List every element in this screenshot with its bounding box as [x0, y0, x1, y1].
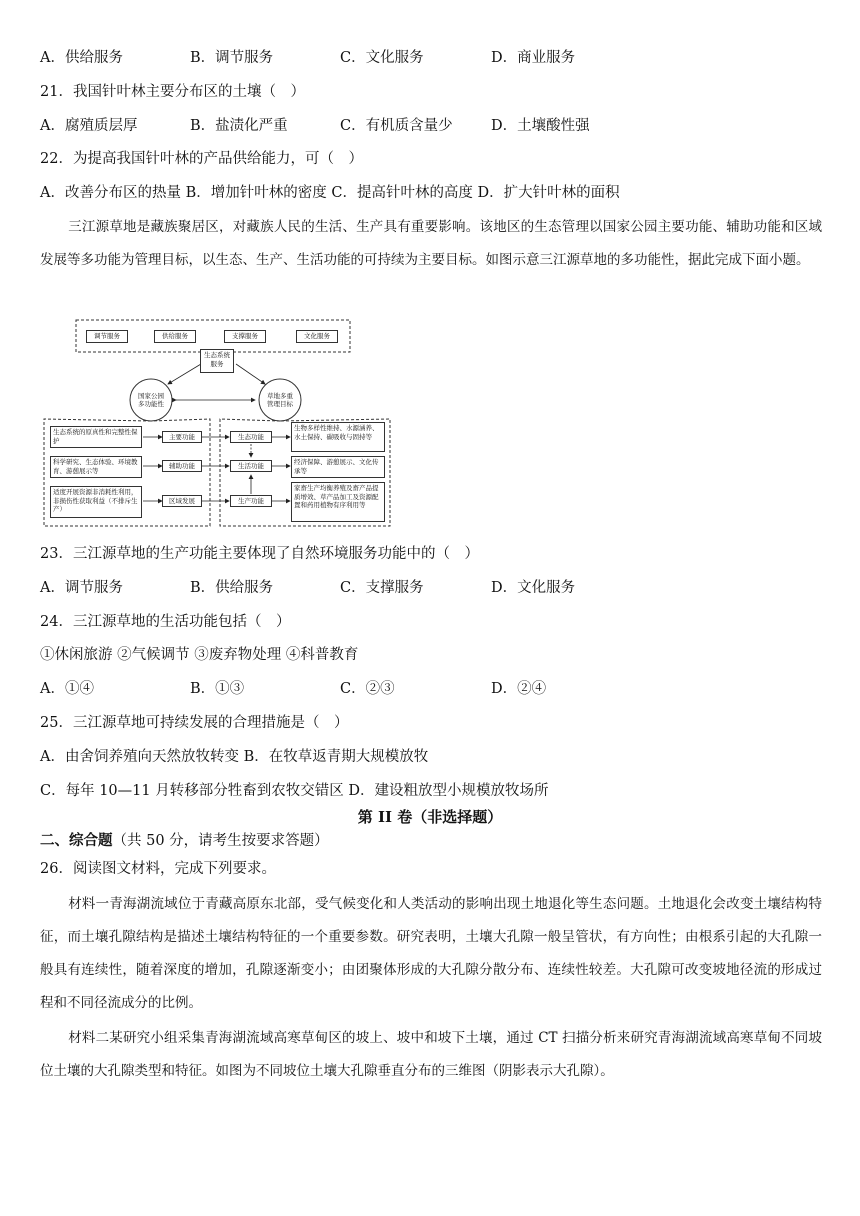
q20-option-d[interactable]: D．商业服务	[491, 50, 576, 66]
diagram-left-box-3: 适度开展资源非消耗性利用，非损伤性获取利益（不排斥生产）	[50, 486, 142, 518]
material-2-text: 材料二某研究小组采集青海湖流域高寒草甸区的坡上、坡中和坡下土壤，通过 CT 扫描分析来研究青海湖流域高寒草甸不同坡位土壤的大孔隙类型和特征。如图为不同坡位土壤大孔隙垂直分布的三维图（阴影表示大孔隙）。	[40, 1030, 822, 1079]
q23-stem: 23．三江源草地的生产功能主要体现了自然环境服务功能中的（ ）	[40, 546, 479, 562]
q21-option-a[interactable]: A．腐殖质层厚	[40, 118, 138, 134]
diagram-aux-function: 辅助功能	[162, 460, 202, 472]
diagram-right-box-2: 经济保障、游憩展示、文化传承等	[291, 456, 385, 478]
diagram-right-box-1: 生物多样性维持、水源涵养、水土保持、碳吸收与固持等	[291, 422, 385, 452]
q21-option-c[interactable]: C．有机质含量少	[340, 118, 453, 134]
section2-heading	[40, 831, 329, 851]
q23-option-b[interactable]: B．供给服务	[190, 580, 274, 596]
q23-option-c[interactable]: C．支撑服务	[340, 580, 424, 596]
diagram-main-function: 主要功能	[162, 431, 202, 443]
q21-option-b[interactable]: B．盐渍化严重	[190, 118, 288, 134]
diagram-left-box-1: 生态系统的原真性和完整性保护	[50, 426, 142, 448]
section2-head: 二、综合题	[40, 832, 113, 849]
diagram-living-function: 生活功能	[230, 460, 272, 472]
diagram-regional-development: 区域发展	[162, 495, 202, 507]
material-1-text: 材料一青海湖流域位于青藏高原东北部，受气候变化和人类活动的影响出现土地退化等生态问题。土地退化会改变土壤结构特征，而土壤孔隙结构是描述土壤结构特征的一个重要参数。研究表明，土壤大孔隙一般呈管状，有方向性；由根系引起的大孔隙一般具有连续性，随着深度的增加，孔隙逐渐变小；由团聚体形成的大孔隙分散分布、连续性较差。大孔隙可改变坡地径流的形成过程和不同径流成分的比例。	[40, 896, 822, 1011]
q23-option-d[interactable]: D．文化服务	[491, 580, 576, 596]
diagram-right-box-3: 家畜生产均衡养殖及畜产品提质增效、草产品加工及资源配置和药用植物有序利用等	[291, 482, 385, 522]
material-2	[40, 1022, 822, 1088]
diagram-right-circle-label: 草地多重管理目标	[267, 392, 293, 408]
q25-stem: 25．三江源草地可持续发展的合理措施是（ ）	[40, 715, 349, 731]
q26-stem: 26．阅读图文材料，完成下列要求。	[40, 861, 276, 877]
part2-title: 第 II 卷（非选择题）	[357, 808, 503, 826]
q24-option-d[interactable]: D．②④	[491, 681, 547, 697]
diagram-production-function: 生产功能	[230, 495, 272, 507]
q24-stem: 24．三江源草地的生活功能包括（ ）	[40, 614, 291, 630]
multifunction-diagram	[40, 316, 394, 530]
diagram-service-supporting: 支撑服务	[224, 330, 266, 343]
q24-option-c[interactable]: C．②③	[340, 681, 395, 697]
material-1	[40, 888, 822, 1020]
q24-option-a[interactable]: A．①④	[40, 681, 94, 697]
q25-options-line1[interactable]: A．由舍饲养殖向天然放牧转变 B．在牧草返青期大规模放牧	[40, 749, 429, 765]
section2-note: （共 50 分，请考生按要求答题）	[112, 833, 329, 849]
q24-option-b[interactable]: B．①③	[190, 681, 245, 697]
diagram-eco-service: 生态系统服务	[200, 349, 234, 373]
q21-stem: 21．我国针叶林主要分布区的土壤（ ）	[40, 84, 305, 100]
diagram-service-provisioning: 供给服务	[154, 330, 196, 343]
q24-items: ①休闲旅游 ②气候调节 ③废弃物处理 ④科普教育	[40, 647, 359, 663]
q21-option-d[interactable]: D．土壤酸性强	[491, 118, 590, 134]
q25-options-line2[interactable]: C．每年 10—11 月转移部分牲畜到农牧交错区 D．建设粗放型小规模放牧场所	[40, 783, 549, 799]
q20-option-a[interactable]: A．供给服务	[40, 50, 123, 66]
q22-stem: 22．为提高我国针叶林的产品供给能力，可（ ）	[40, 151, 363, 167]
diagram-service-regulating: 调节服务	[86, 330, 128, 343]
diagram-service-cultural: 文化服务	[296, 330, 338, 343]
q22-options[interactable]: A．改善分布区的热量 B．增加针叶林的密度 C．提高针叶林的高度 D．扩大针叶林的面积	[40, 185, 620, 201]
q20-option-c[interactable]: C．文化服务	[340, 50, 424, 66]
diagram-left-box-2: 科学研究、生态体验、环境教育、游憩展示等	[50, 456, 142, 478]
q23-option-a[interactable]: A．调节服务	[40, 580, 123, 596]
intro-paragraph	[40, 211, 822, 277]
q20-option-b[interactable]: B．调节服务	[190, 50, 274, 66]
diagram-ecological-function: 生态功能	[230, 431, 272, 443]
diagram-left-circle-label: 国家公园多功能性	[138, 392, 164, 408]
intro-paragraph-text: 三江源草地是藏族聚居区，对藏族人民的生活、生产具有重要影响。该地区的生态管理以国家公园主要功能、辅助功能和区域发展等多功能为管理目标，以生态、生产、生活功能的可持续为主要目标。如图示意三江源草地的多功能性，据此完成下面小题。	[40, 219, 822, 268]
